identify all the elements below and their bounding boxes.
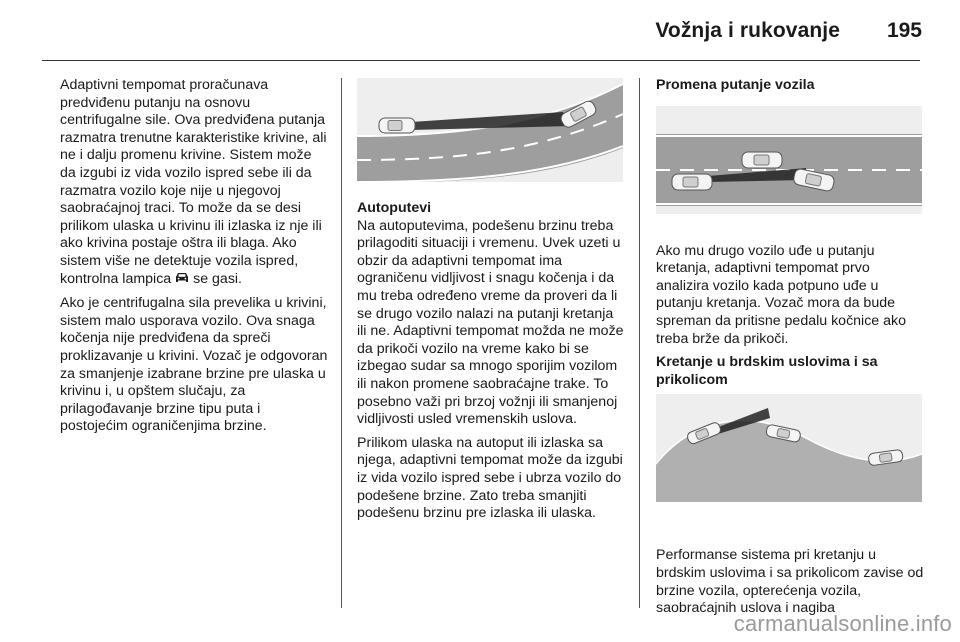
paragraph-hills-trailer: Performanse sistema pri kretanju u brdskim uslovima i sa prikolicom zavise od brzine vozila, opterećenja vozila, saobraćajnih uslova i nagiba	[656, 547, 924, 617]
section-title: Vožnja i rukovanje	[655, 19, 840, 42]
illustration-hills-trailer	[656, 394, 922, 502]
column-middle	[357, 200, 625, 529]
car-front-icon	[175, 272, 189, 290]
watermark: carmanualsonline.info	[733, 611, 952, 636]
paragraph-highway-entry: Prilikom ulaska na autoput ili izlaska sa njega, adaptivni tempomat može da izgubi iz vida vozilo ispred sebe i ubrza vozilo do podešene brzine. Zato treba smanjiti podešenu brzinu pre izlaska ili ulaska.	[357, 434, 623, 522]
column-divider	[639, 78, 640, 608]
page-header	[0, 0, 960, 60]
header-divider	[42, 60, 920, 61]
paragraph-lane-change: Ako mu drugo vozilo uđe u putanju kretanja, adaptivni tempomat prvo analizira vozilo kada potpuno uđe u putanju kretanja. Vozač mora da bude spreman da pritisne pedalu kočnice ako treba brže da prikoči.	[656, 242, 907, 347]
heading-hills-trailer: Kretanje u brdskim uslovima i sa prikolicom	[656, 354, 878, 388]
paragraph-centrifugal: Ako je centrifugalna sila prevelika u krivini, sistem malo usporava vozilo. Ova snaga kočenja nije predviđena da spreči proklizavanje u krivini. Vozač je odgovoran za smanjenje izabrane brzine pre ulaska u krivinu i, u opštem slučaju, za prilagođavanje brzine tipu puta i postojećim ograničenjima brzine.	[60, 295, 328, 435]
page-number: 195	[886, 19, 922, 42]
paragraph-text-end: se gasi.	[193, 270, 243, 287]
paragraph-highways: Na autoputevima, podešenu brzinu treba prilagoditi situaciji i vremenu. Uvek uzeti u obzir da adaptivni tempomat ima ograničenu vidljivost i snagu kočenja i da mu treba određeno vreme da proveri da li se drugo vozilo nalazi na putanji kretanja ili ne. Adaptivni tempomat možda ne može da prikoči vozilo na vreme kako bi se izbegao sudar sa mnogo sporijim vozilom ili nakon promene saobraćajne trake. To posebno važi pri brzoj vožnji ili smanjenoj vidljivosti usled vremenskih uslova.	[357, 217, 624, 428]
heading-highways: Autoputevi	[357, 200, 432, 216]
column-left	[60, 77, 330, 442]
paragraph-text: Adaptivni tempomat proračunava predviđenu putanju na osnovu centrifugalne sile. Ova predviđena putanja razmatra trenutne karakteristike krivine, ali ne i dalju promenu krivine. Sistem može da izgubi iz vida vozilo ispred sebe ili da razmatra vozilo koje nije u njegovoj saobraćajnoj traci. To može da se desi prilikom ulaska u krivinu ili izlaska iz nje ili ako krivina postaje oštra ili blaga. Ako sistem više ne detektuje vozila ispred, kontrolna lampica	[60, 77, 327, 287]
column-divider	[341, 78, 342, 608]
paragraph-curve-prediction	[60, 77, 330, 289]
illustration-curve-road	[357, 78, 623, 182]
heading-lane-change: Promena putanje vozila	[656, 77, 815, 93]
illustration-lane-change	[656, 106, 922, 214]
